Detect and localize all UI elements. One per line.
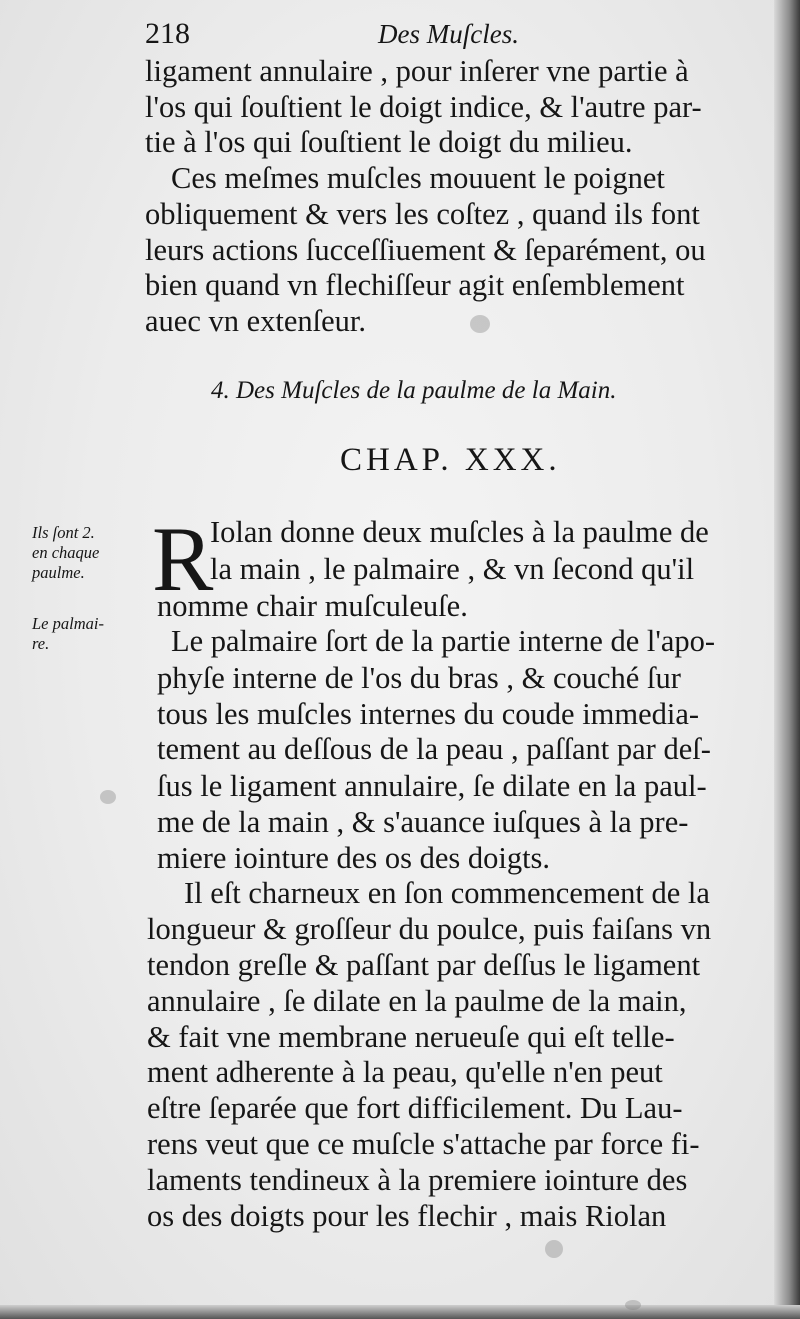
text-line: nomme chair muſculeuſe. <box>157 589 468 623</box>
page-bottom-shadow <box>0 1305 800 1319</box>
side-note-line: en chaque <box>32 543 100 562</box>
text-line: miere iointure des os des doigts. <box>157 841 551 875</box>
page-number: 218 <box>145 17 190 50</box>
text-line: Le palmaire ſort de la partie interne de l'apo- <box>171 624 716 658</box>
side-note-line: re. <box>32 634 50 653</box>
text-line: eſtre ſeparée que fort difficilement. Du Lau- <box>147 1091 683 1125</box>
side-note-line: Le palmai- <box>32 614 104 633</box>
ink-speck <box>100 790 116 804</box>
section-heading: 4. Des Muſcles de la paulme de la Main. <box>211 377 617 404</box>
side-note <box>32 523 99 583</box>
chapter-heading: CHAP. XXX. <box>340 442 561 478</box>
text-line: me de la main , & s'auance iuſques à la pre- <box>157 805 689 839</box>
side-note-line: paulme. <box>32 563 85 582</box>
text-line: annulaire , ſe dilate en la paulme de la main, <box>147 984 687 1018</box>
text-line: ſus le ligament annulaire, ſe dilate en la paul- <box>157 769 707 803</box>
side-note <box>32 614 104 654</box>
ink-speck <box>470 315 490 333</box>
text-line: & fait vne membrane nerueuſe qui eſt telle- <box>147 1020 675 1054</box>
running-title: Des Muſcles. <box>378 19 519 49</box>
text-line: leurs actions ſucceſſiuement & ſeparément, ou <box>145 233 706 267</box>
ink-speck <box>545 1240 563 1258</box>
text-line: tie à l'os qui ſouſtient le doigt du milieu. <box>145 125 633 159</box>
page-edge-shadow <box>774 0 800 1319</box>
text-line: obliquement & vers les coſtez , quand ils font <box>145 197 700 231</box>
text-line: l'os qui ſouſtient le doigt indice, & l'autre par- <box>145 90 702 124</box>
text-line: phyſe interne de l'os du bras , & couché ſur <box>157 661 681 695</box>
text-line: tendon greſle & paſſant par deſſus le ligament <box>147 948 701 982</box>
text-line: laments tendineux à la premiere iointure des <box>147 1163 688 1197</box>
drop-cap: R <box>152 508 214 610</box>
text-line: bien quand vn flechiſſeur agit enſemblement <box>145 268 685 302</box>
text-line: auec vn extenſeur. <box>145 304 367 338</box>
text-line: ment adherente à la peau, qu'elle n'en peut <box>147 1055 663 1089</box>
text-line: os des doigts pour les flechir , mais Riolan <box>147 1199 667 1233</box>
text-line: Ces meſmes muſcles mouuent le poignet <box>171 161 665 195</box>
text-line: tous les muſcles internes du coude immedia- <box>157 697 700 731</box>
text-line: rens veut que ce muſcle s'attache par force fi- <box>147 1127 700 1161</box>
ink-speck <box>625 1300 641 1310</box>
text-line: longueur & groſſeur du poulce, puis faiſans vn <box>147 912 712 946</box>
text-line: la main , le palmaire , & vn ſecond qu'il <box>210 552 695 586</box>
side-note-line: Ils ſont 2. <box>32 523 95 542</box>
text-line: Iolan donne deux muſcles à la paulme de <box>210 515 709 549</box>
text-line: tement au deſſous de la peau , paſſant par deſ- <box>157 732 711 766</box>
text-line: Il eſt charneux en ſon commencement de la <box>184 876 710 910</box>
text-line: ligament annulaire , pour inſerer vne partie à <box>145 54 689 88</box>
